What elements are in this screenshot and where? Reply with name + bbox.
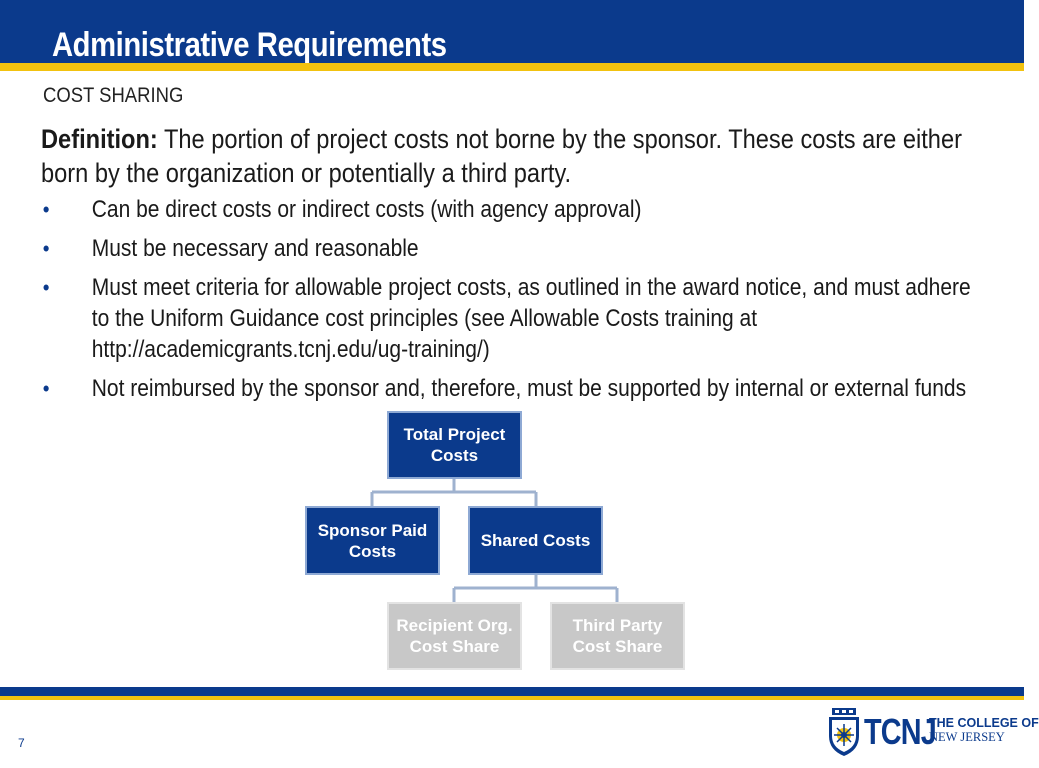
bullet-text: Can be direct costs or indirect costs (with agency approval) — [91, 196, 642, 223]
page-title: Administrative Requirements — [52, 26, 447, 64]
logo-tagline — [929, 716, 1039, 744]
bullet-dot-icon: • — [42, 275, 50, 300]
bullet-dot-icon: • — [42, 197, 50, 222]
bullet-dot-icon: • — [42, 376, 50, 401]
section-subtitle: COST SHARING — [43, 84, 184, 107]
definition-text: The portion of project costs not borne by the sponsor. These costs are either born by the organization or potentially a third party. — [41, 124, 962, 188]
org-node-sponsor-paid-costs: Sponsor Paid Costs — [307, 508, 438, 573]
bullet-text: Must meet criteria for allowable project costs, as outlined in the award notice, and must adhere to the Uniform Guidance cost principles (see Allowable Costs training at http://academicgrants.tcnj.edu/ug-training/) — [91, 274, 971, 363]
bullet-text: Must be necessary and reasonable — [91, 235, 419, 262]
tcnj-logo — [826, 706, 1039, 758]
connector-root — [372, 477, 536, 508]
footer-accent-stripe — [0, 696, 1024, 700]
logo-line1: THE COLLEGE OF — [929, 716, 1039, 730]
org-node-shared-costs: Shared Costs — [470, 508, 601, 573]
org-node-third-party-cost-share: Third Party Cost Share — [552, 604, 683, 668]
definition-label: Definition: — [41, 124, 158, 154]
org-node-recipient-org-cost-share: Recipient Org. Cost Share — [389, 604, 520, 668]
page-number: 7 — [18, 736, 25, 750]
bullet-dot-icon: • — [42, 236, 50, 261]
crest-icon — [826, 706, 862, 758]
logo-wordmark: TCNJ — [864, 711, 937, 752]
logo-line2: NEW JERSEY — [929, 730, 1005, 744]
footer-bar — [0, 687, 1024, 696]
org-node-total-project-costs: Total Project Costs — [389, 413, 520, 477]
connector-shared — [454, 573, 617, 604]
bullet-text: Not reimbursed by the sponsor and, therefore, must be supported by internal or external funds — [91, 375, 967, 402]
